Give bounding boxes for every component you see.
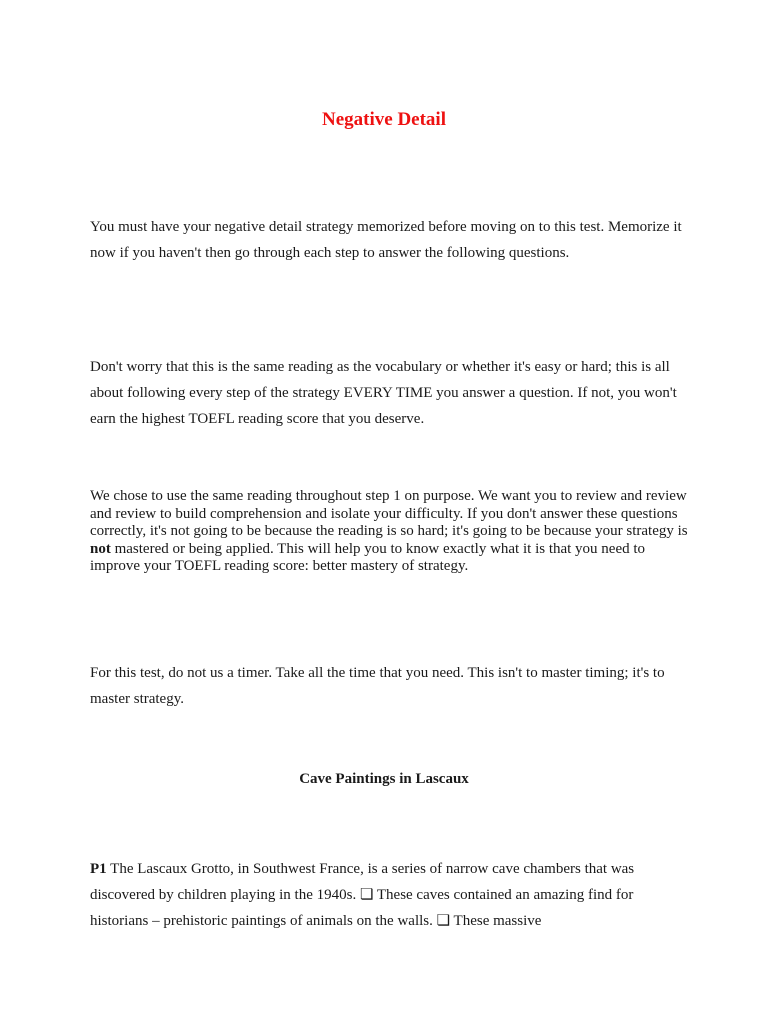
purpose-text-before: We chose to use the same reading throughout step 1 on purpose. We want you to review and review and review to build comprehension and isolate your difficulty. If you don't answer these questions correctly, it's not going to be because the reading is so hard; it's going to be because your strategy is bbox=[90, 488, 688, 540]
intro-paragraph: You must have your negative detail strategy memorized before moving on to this test. Memorize it now if you haven't then go through each step to answer the following questions. bbox=[90, 219, 682, 261]
reading-paragraph-1 bbox=[90, 856, 690, 934]
page-title: Negative Detail bbox=[322, 109, 446, 130]
reading-title: Cave Paintings in Lascaux bbox=[299, 771, 469, 787]
purpose-emphasis: not bbox=[90, 540, 111, 557]
purpose-paragraph bbox=[90, 488, 690, 576]
timer-paragraph: For this test, do not us a timer. Take all the time that you need. This isn't to master timing; it's to master strategy. bbox=[90, 665, 665, 707]
paragraph-label: P1 bbox=[90, 861, 107, 877]
reading-paragraph-text: The Lascaux Grotto, in Southwest France, is a series of narrow cave chambers that was discovered by children playing in the 1940s. ❏ These caves contained an amazing find for historians – prehistoric paintings of animals on the walls. ❏ These massive bbox=[90, 861, 635, 929]
purpose-text-after: mastered or being applied. This will help you to know exactly what it is that you need to improve your TOEFL reading score: better mastery of strategy. bbox=[90, 540, 646, 575]
instruction-paragraph: Don't worry that this is the same reading as the vocabulary or whether it's easy or hard; this is all about following every step of the strategy EVERY TIME you answer a question. If not, you won't earn the highest TOEFL reading score that you deserve. bbox=[90, 359, 677, 427]
